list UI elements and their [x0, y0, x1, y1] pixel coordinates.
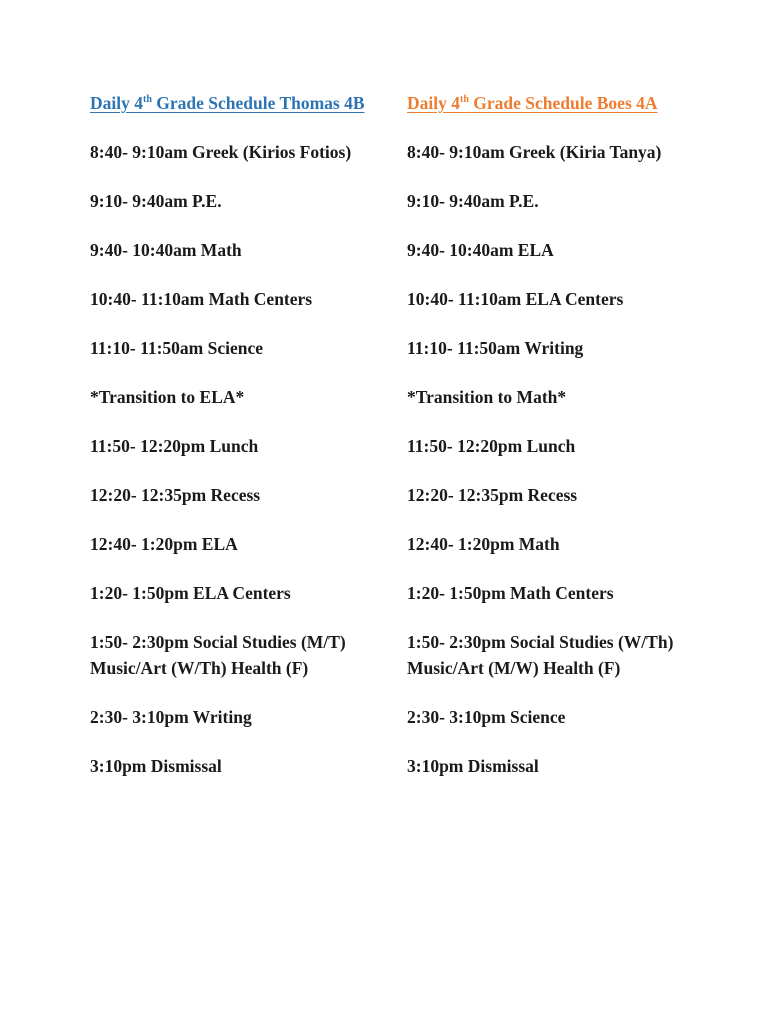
schedule-entry: 9:40- 10:40am ELA: [407, 240, 554, 260]
schedule-entry: 10:40- 11:10am ELA Centers: [407, 289, 624, 309]
schedule-entry: 12:40- 1:20pm ELA: [90, 534, 238, 554]
schedule-entry: 1:20- 1:50pm Math Centers: [407, 583, 614, 603]
schedule-entry: 11:10- 11:50am Writing: [407, 338, 584, 358]
schedule-entry: 9:40- 10:40am Math: [90, 240, 242, 260]
title-superscript: th: [460, 94, 469, 105]
schedule-entry: 12:20- 12:35pm Recess: [407, 485, 578, 505]
schedule-entry: 10:40- 11:10am Math Centers: [90, 289, 313, 309]
title-text-start: Daily 4: [90, 93, 143, 113]
schedule-entry: 1:50- 2:30pm Social Studies (W/Th) Music/Art (M/W) Health (F): [407, 632, 674, 678]
schedule-title-thomas-4b: [90, 90, 380, 116]
schedule-entry: 2:30- 3:10pm Science: [407, 707, 566, 727]
schedule-entry: 1:20- 1:50pm ELA Centers: [90, 583, 291, 603]
schedule-entry: 11:10- 11:50am Science: [90, 338, 264, 358]
transition-note: *Transition to ELA*: [90, 387, 245, 407]
schedule-entry: 8:40- 9:10am Greek (Kirios Fotios): [90, 142, 352, 162]
title-text-start: Daily 4: [407, 93, 460, 113]
schedule-entry: 12:20- 12:35pm Recess: [90, 485, 261, 505]
schedule-column-thomas-4b: [90, 90, 380, 802]
schedule-entry: 1:50- 2:30pm Social Studies (M/T) Music/Art (W/Th) Health (F): [90, 632, 346, 678]
transition-note: *Transition to Math*: [407, 387, 567, 407]
title-superscript: th: [143, 94, 152, 105]
schedule-entry: 12:40- 1:20pm Math: [407, 534, 560, 554]
schedule-entry: 9:10- 9:40am P.E.: [90, 191, 222, 211]
schedule-column-boes-4a: [407, 90, 687, 802]
schedule-entry: 9:10- 9:40am P.E.: [407, 191, 539, 211]
dismissal-entry: 3:10pm Dismissal: [407, 756, 539, 776]
schedule-entry: 8:40- 9:10am Greek (Kiria Tanya): [407, 142, 662, 162]
title-text-end: Grade Schedule Thomas 4B: [151, 93, 365, 113]
schedule-entry: 11:50- 12:20pm Lunch: [90, 436, 259, 456]
dismissal-entry: 3:10pm Dismissal: [90, 756, 222, 776]
title-text-end: Grade Schedule Boes 4A: [468, 93, 658, 113]
schedule-title-boes-4a: [407, 90, 687, 116]
schedule-entry: 2:30- 3:10pm Writing: [90, 707, 252, 727]
schedule-entry: 11:50- 12:20pm Lunch: [407, 436, 576, 456]
